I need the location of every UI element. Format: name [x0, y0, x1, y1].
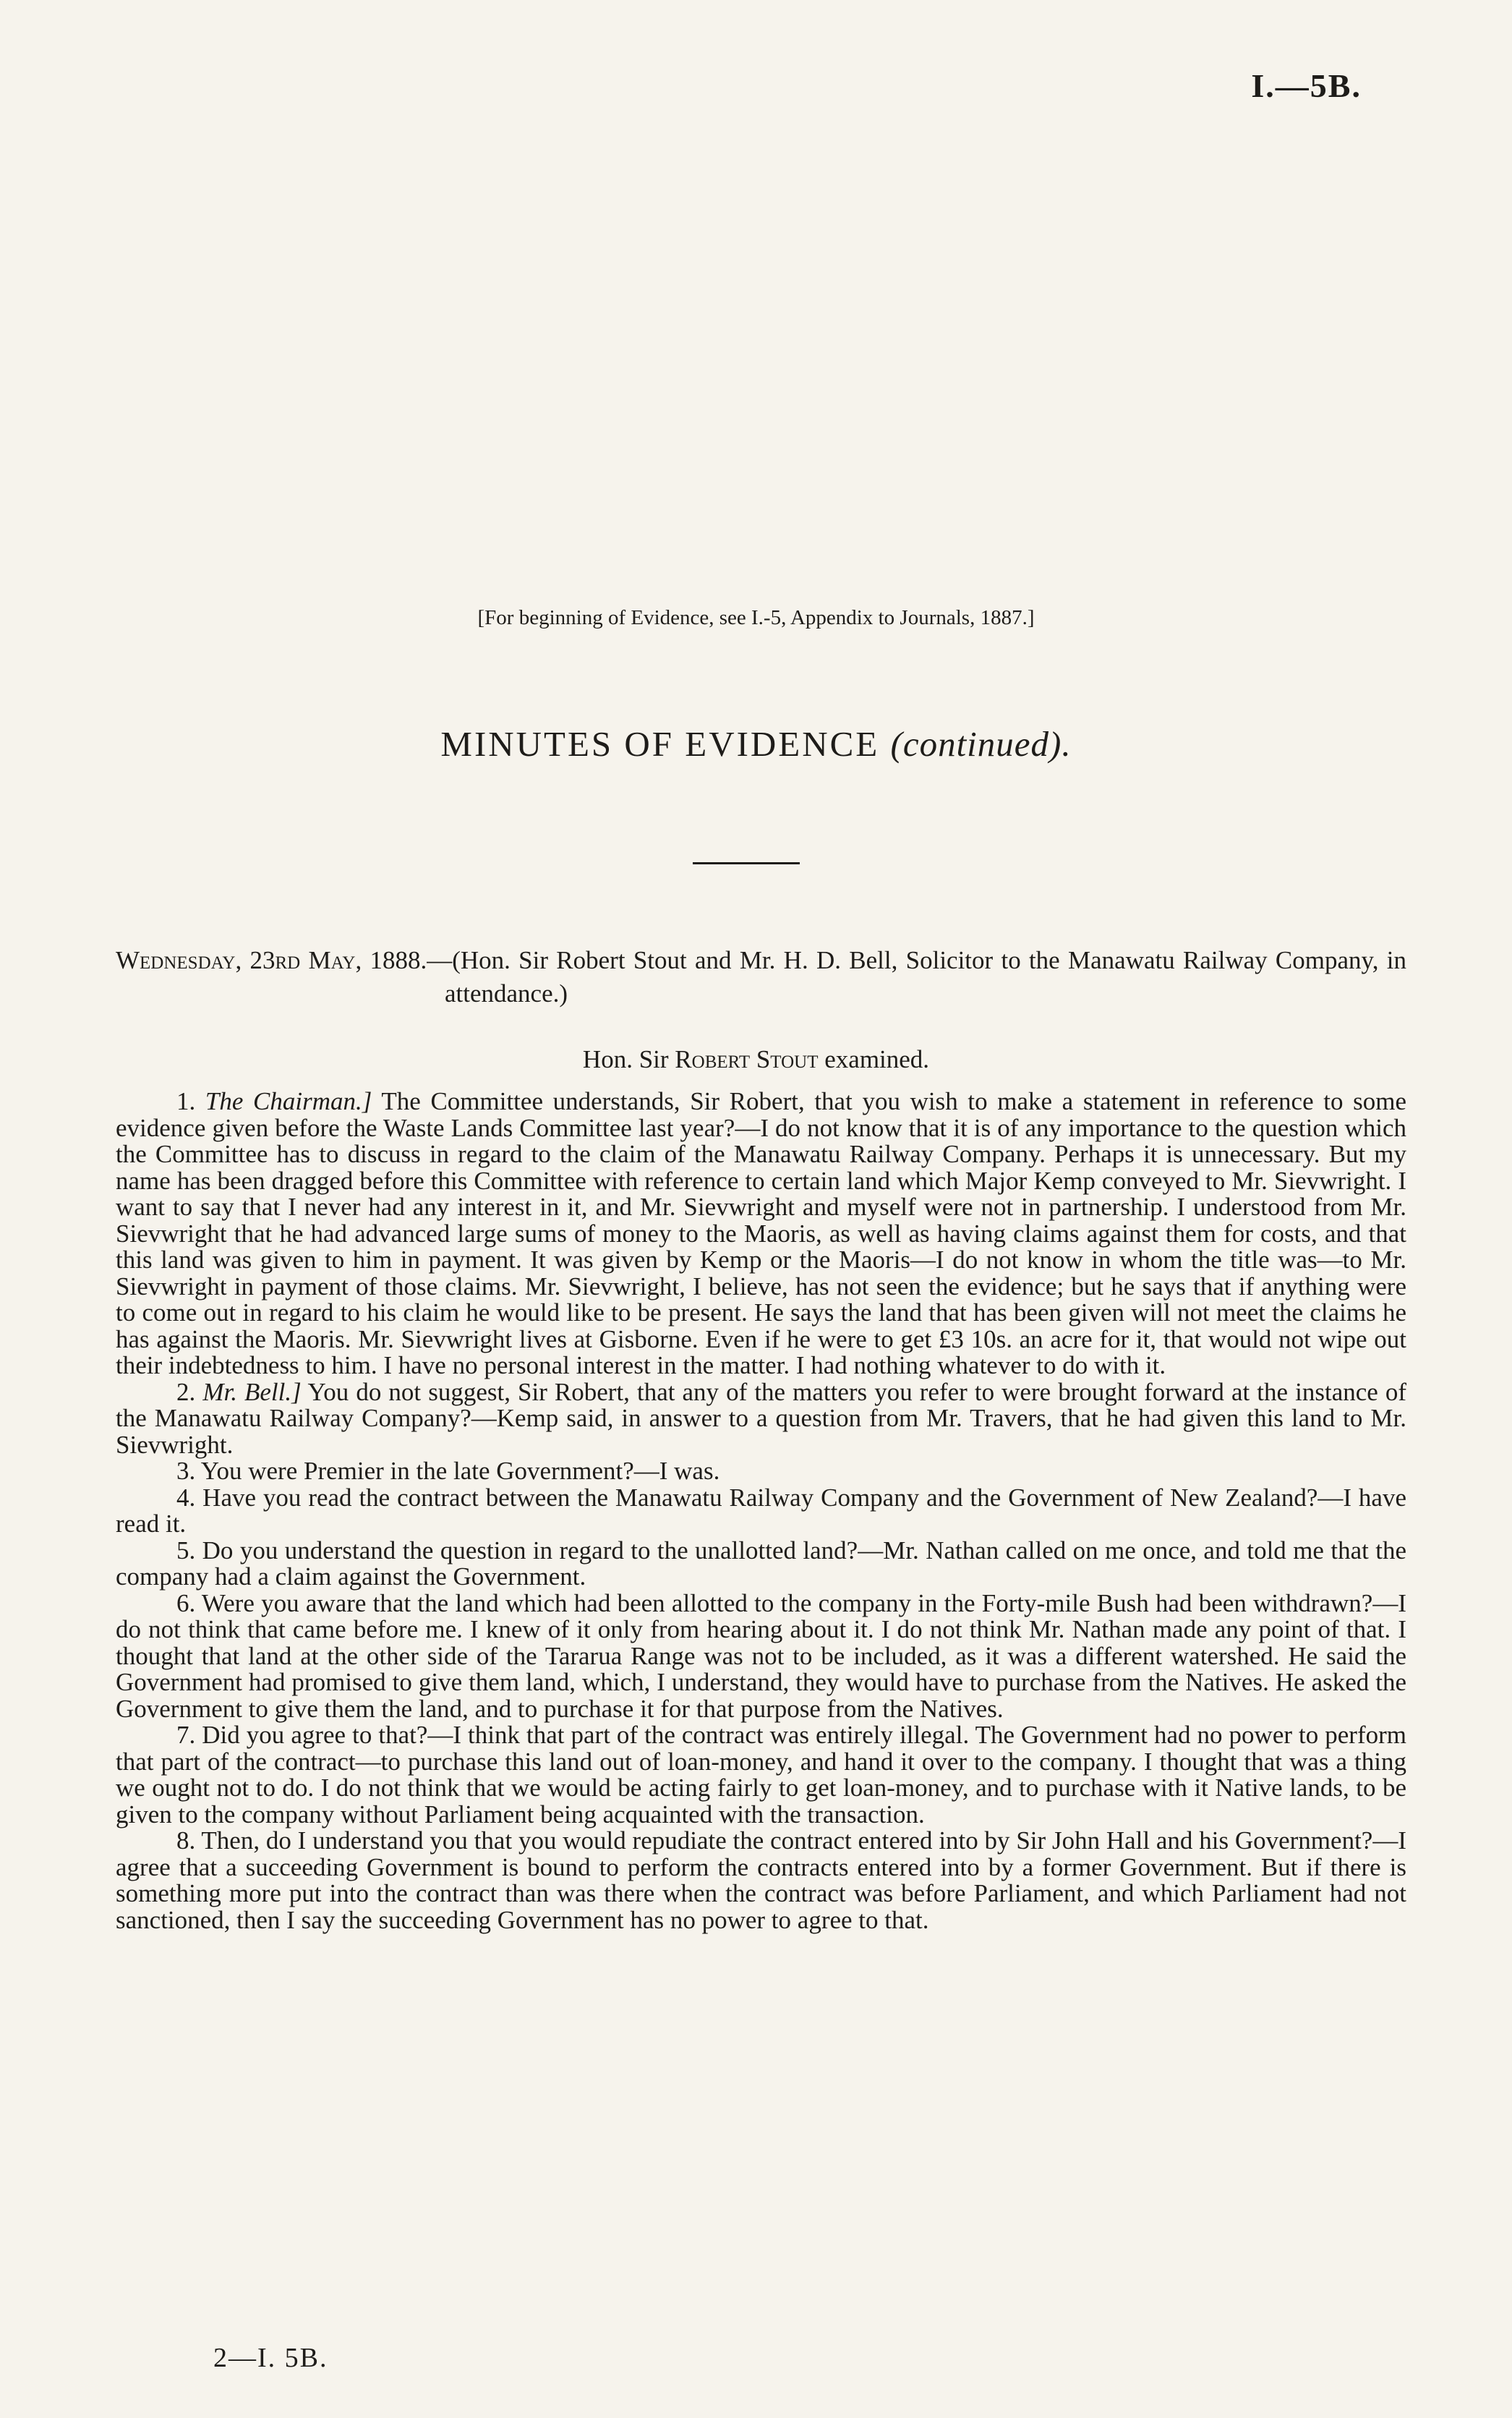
question-paragraph [116, 1588, 1406, 1723]
question-paragraph [116, 1485, 1406, 1538]
intro-note: [For beginning of Evidence, see I.-5, Appendix to Journals, 1887.] [477, 606, 1035, 629]
question-text: You were Premier in the late Government?—I was. [200, 1457, 720, 1485]
question-text: Have you read the contract between the Manawatu Railway Company and the Government of New Zealand?—I have read it. [116, 1483, 1407, 1538]
question-text: Did you agree to that?—I think that part of the contract was entirely illegal. The Government had no power to perform that part of the contract—to purchase this land out of loan-money, and hand it over to the company. I thought that was a thing we ought not to do. I do not think that we would be acting fairly to get loan-money, and to purchase with it Native lands, to be given to the company without Parliament being acquainted with the transaction. [116, 1721, 1406, 1829]
witness-suffix: examined. [824, 1045, 930, 1073]
witness-line [0, 1045, 1512, 1074]
evidence-body [116, 1089, 1406, 1933]
witness-prefix: Hon. Sir [582, 1045, 669, 1073]
question-paragraph [116, 1722, 1406, 1828]
page-reference: I.—5B. [1251, 67, 1362, 104]
question-number: 4. [176, 1483, 196, 1512]
question-speaker: Mr. Bell.] [202, 1377, 302, 1406]
question-number: 2. [176, 1377, 196, 1406]
question-number: 1. [176, 1087, 196, 1115]
question-text: The Committee understands, Sir Robert, that you wish to make a statement in reference to some evidence given before the Waste Lands Committee last year?—I do not know that it is of any importance to the question which the Committee has to discuss in regard to the claim of the Manawatu Railway Company. Perhaps it is unnecessary. But my name has been dragged before this Committee with reference to certain land which Major Kemp conveyed to Mr. Sievwright. I want to say that I never had any interest in it, and Mr. Sievwright and myself were not in partnership. I understood from Mr. Sievwright that he had advanced large sums of money to the Maoris, as well as having claims against them for costs, and that this land was given to him in payment. It was given by Kemp or the Maoris—I do not know in whom the title was—to Mr. Sievwright in payment of those claims. Mr. Sievwright, I believe, has not seen the evidence; but he says that if anything were to come out in regard to his claim he would like to be present. He says the land that has been given will not meet the claims he has against the Maoris. Mr. Sievwright lives at Gisborne. Even if he were to get £3 10s. an acre for it, that would not wipe out their indebtedness to him. I have no personal interest in the matter. I had nothing whatever to do with it. [116, 1087, 1406, 1379]
question-number: 3. [176, 1457, 196, 1485]
session-line: Wednesday, 23rd May, 1888.—(Hon. Sir Robert Stout and Mr. H. D. Bell, Solicitor to the Manawatu Railway Company, in attendance.) [116, 946, 1406, 1008]
question-paragraph [116, 1458, 1406, 1485]
question-paragraph [116, 1089, 1406, 1379]
question-paragraph [116, 1828, 1406, 1933]
question-text: Do you understand the question in regard to the unallotted land?—Mr. Nathan called on me once, and told me that the company had a claim against the Government. [116, 1536, 1406, 1591]
question-paragraph [116, 1538, 1406, 1591]
question-text: You do not suggest, Sir Robert, that any of the matters you refer to were brought forward at the instance of the Manawatu Railway Company?—Kemp said, in answer to a question from Mr. Travers, that he had given this land to Mr. Sievwright. [116, 1377, 1407, 1459]
question-text: Were you aware that the land which had been allotted to the company in the Forty-mile Bush had been withdrawn?—I do not think that came before me. I knew of it only from hearing about it. I do not think Mr. Nathan made any point of that. I thought that land at the other side of the Tararua Range was not to be included, as it was a different watershed. He said the Government had promised to give them land, which, I understand, they would have to purchase from the Natives. He asked the Government to give them the land, and to purchase it for that purpose from the Natives. [116, 1588, 1406, 1723]
session-details: , 1888.—(Hon. Sir Robert Stout and Mr. H. D. Bell, Solicitor to the Manawatu Railway Company, in attendance.) [355, 946, 1406, 1008]
heading-title: MINUTES OF EVIDENCE [440, 724, 880, 764]
question-paragraph [116, 1379, 1406, 1459]
question-speaker: The Chairman.] [205, 1087, 372, 1115]
heading-rule [693, 862, 800, 864]
session-date: 23rd May [249, 946, 356, 974]
heading-continued: (continued). [890, 724, 1072, 764]
question-number: 7. [176, 1721, 196, 1749]
witness-name: Robert Stout [675, 1045, 819, 1073]
question-number: 6. [176, 1588, 196, 1617]
footer-signature: 2—I. 5B. [213, 2343, 328, 2373]
question-number: 8. [176, 1826, 196, 1855]
question-number: 5. [176, 1536, 196, 1565]
main-heading [0, 723, 1512, 765]
session-day: Wednesday [116, 946, 236, 974]
question-text: Then, do I understand you that you would repudiate the contract entered into by Sir John Hall and his Government?—I agree that a succeeding Government is bound to perform the contracts entered into by a former Government. But if there is something more put into the contract than was there when the contract was before Parliament, and which Parliament had not sanctioned, then I say the succeeding Government has no power to agree to that. [116, 1826, 1406, 1934]
